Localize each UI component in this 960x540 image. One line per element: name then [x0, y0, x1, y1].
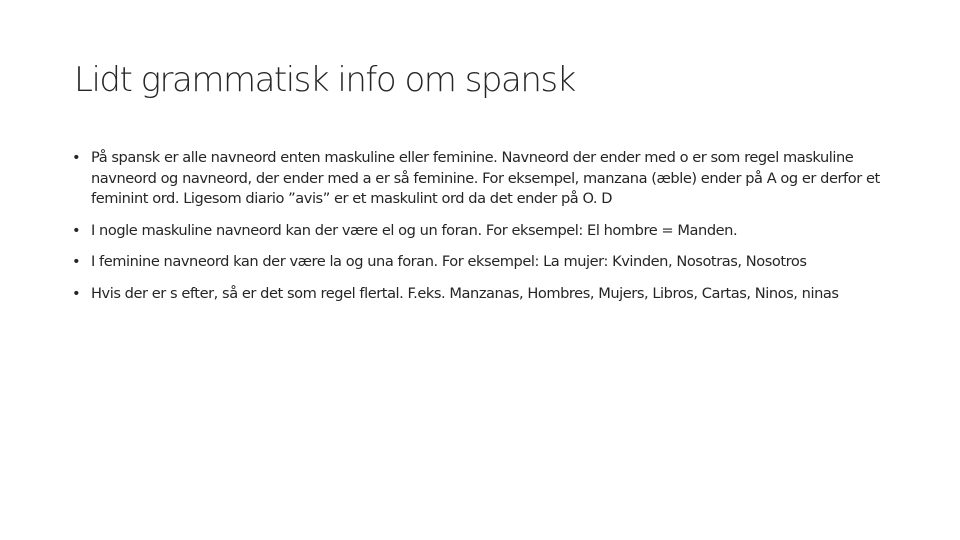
bullet-item [72, 148, 882, 210]
bullet-dot-icon: • [72, 253, 81, 270]
bullet-dot-icon: • [72, 221, 81, 239]
bullet-text: I nogle maskuline navneord kan der være el og un foran. For eksempel: El hombre = Manden. [91, 221, 738, 239]
bullet-text: I feminine navneord kan der være la og una foran. For eksempel: La mujer: Kvinden, Nosotras, Nosotros [91, 253, 807, 270]
bullet-list [72, 148, 882, 315]
bullet-dot-icon: • [72, 284, 81, 302]
slide-title: Lidt grammatisk info om spansk [74, 60, 575, 100]
bullet-item [72, 221, 882, 242]
bullet-text: Hvis der er s efter, så er det som regel flertal. F.eks. Manzanas, Hombres, Mujers, Libros, Cartas, Ninos, ninas [91, 284, 839, 302]
bullet-item [72, 284, 882, 305]
bullet-dot-icon: • [72, 149, 81, 166]
bullet-text: På spansk er alle navneord enten maskuline eller feminine. Navneord der ender med o er som regel maskuline navneord og navneord, der ender med a er så feminine. For eksempel, manzana (æble) ender på A og er derfor et feminint ord. Ligesom diario ”avis” er et maskulint ord da det ender på O. D [91, 149, 880, 207]
bullet-item [72, 252, 882, 273]
